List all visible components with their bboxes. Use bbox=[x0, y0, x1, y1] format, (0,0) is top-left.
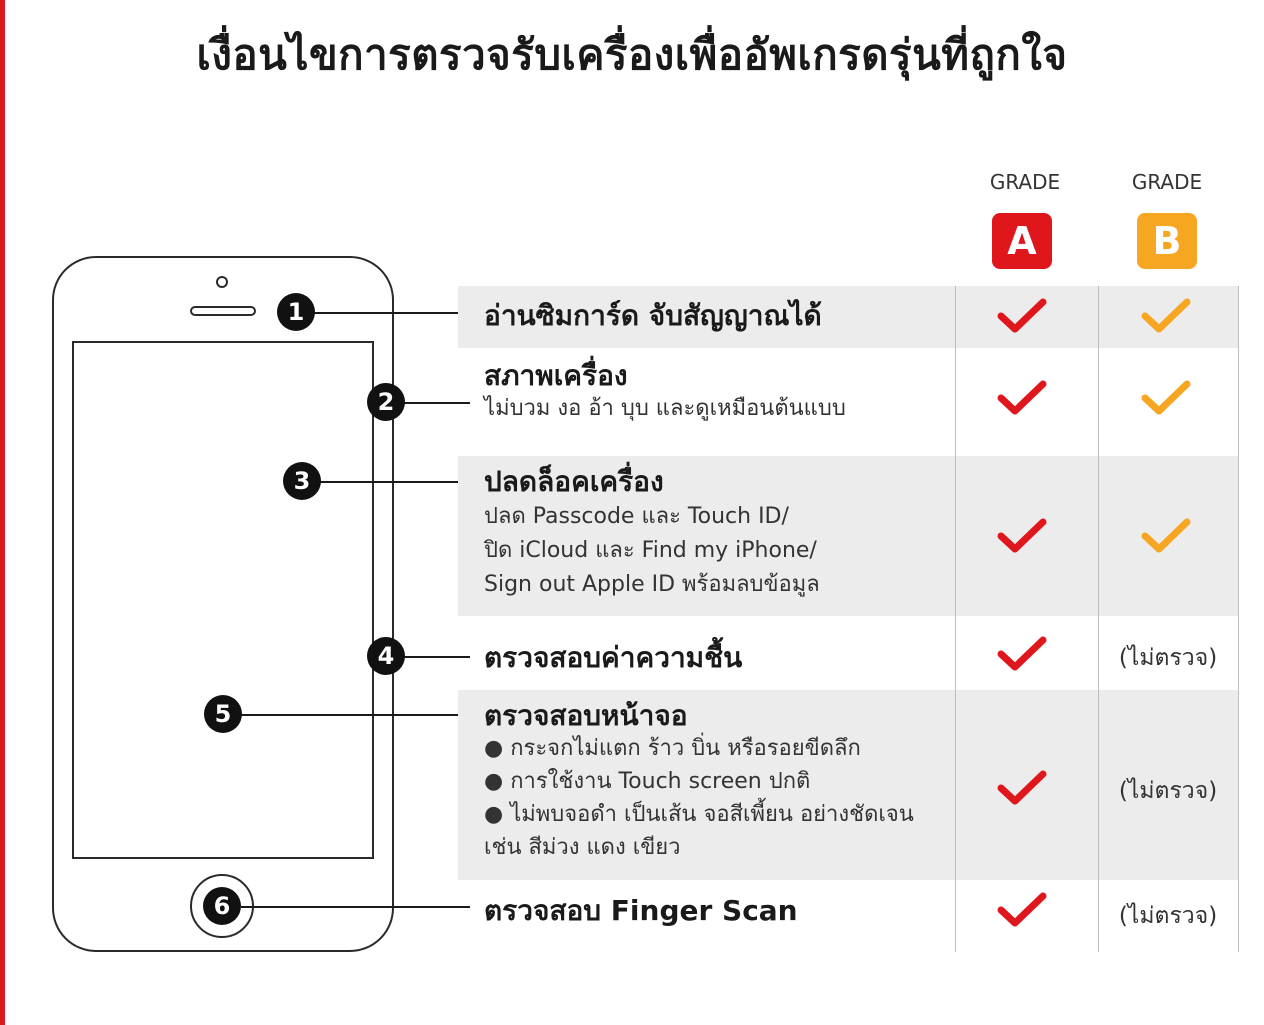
row-6-title: ตรวจสอบ Finger Scan bbox=[484, 894, 798, 927]
page-title: เงื่อนไขการตรวจรับเครื่องเพื่ออัพเกรดรุ่นที่ถูกใจ bbox=[196, 30, 1068, 79]
row-5-desc-line-4: เช่น สีม่วง แดง เขียว bbox=[484, 835, 681, 860]
row-1-grade-b-check-icon bbox=[1141, 296, 1191, 336]
row-3-desc-line-2: ปิด iCloud และ Find my iPhone/ bbox=[484, 538, 817, 563]
callout-badge-3: 3 bbox=[283, 462, 321, 500]
row-1-title: อ่านซิมการ์ด จับสัญญาณได้ bbox=[484, 299, 822, 332]
callout-badge-5: 5 bbox=[204, 695, 242, 733]
grade-b-header: GRADE bbox=[1131, 170, 1203, 194]
camera-icon bbox=[216, 276, 228, 288]
row-4-title: ตรวจสอบค่าความชื้น bbox=[484, 641, 743, 674]
leader-line-5 bbox=[241, 714, 470, 716]
row-5-desc-line-2: ● การใช้งาน Touch screen ปกติ bbox=[484, 769, 811, 794]
callout-badge-2: 2 bbox=[367, 383, 405, 421]
column-divider-b bbox=[1098, 286, 1099, 952]
leader-line-3 bbox=[320, 481, 470, 483]
row-5-desc-line-3: ● ไม่พบจอดำ เป็นเส้น จอสีเพี้ยน อย่างชัดเจน bbox=[484, 802, 914, 827]
row-2-desc-line-1: ไม่บวม งอ อ้า บุบ และดูเหมือนต้นแบบ bbox=[484, 396, 846, 421]
row-3-desc-line-3: Sign out Apple ID พร้อมลบข้อมูล bbox=[484, 572, 820, 597]
row-6-grade-a-check-icon bbox=[997, 890, 1047, 930]
callout-badge-4: 4 bbox=[367, 637, 405, 675]
row-2-grade-a-check-icon bbox=[997, 378, 1047, 418]
leader-line-2 bbox=[404, 402, 470, 404]
grade-b-badge: B bbox=[1137, 213, 1197, 269]
row-4-grade-a-check-icon bbox=[997, 634, 1047, 674]
row-5-grade-b-label: (ไม่ตรวจ) bbox=[1118, 778, 1218, 804]
leader-line-6 bbox=[241, 906, 470, 908]
callout-badge-6: 6 bbox=[203, 887, 241, 925]
leader-line-4 bbox=[404, 656, 470, 658]
speaker-icon bbox=[190, 306, 256, 316]
grade-a-badge: A bbox=[992, 213, 1052, 269]
row-3-title: ปลดล็อคเครื่อง bbox=[484, 465, 664, 498]
row-5-desc-line-1: ● กระจกไม่แตก ร้าว บิ่น หรือรอยขีดลึก bbox=[484, 736, 861, 761]
row-2-grade-b-check-icon bbox=[1141, 378, 1191, 418]
callout-badge-1: 1 bbox=[277, 293, 315, 331]
left-red-edge bbox=[0, 0, 5, 1025]
phone-screen bbox=[72, 341, 374, 859]
row-3-desc-line-1: ปลด Passcode และ Touch ID/ bbox=[484, 504, 789, 529]
row-5-title: ตรวจสอบหน้าจอ bbox=[484, 699, 688, 732]
row-2-title: สภาพเครื่อง bbox=[484, 359, 628, 392]
column-divider-a bbox=[955, 286, 956, 952]
row-4-grade-b-label: (ไม่ตรวจ) bbox=[1118, 645, 1218, 671]
row-3-grade-a-check-icon bbox=[997, 516, 1047, 556]
row-5-grade-a-check-icon bbox=[997, 768, 1047, 808]
leader-line-1 bbox=[314, 312, 470, 314]
column-divider-end bbox=[1238, 286, 1239, 952]
row-1-grade-a-check-icon bbox=[997, 296, 1047, 336]
row-3-grade-b-check-icon bbox=[1141, 516, 1191, 556]
row-6-grade-b-label: (ไม่ตรวจ) bbox=[1118, 903, 1218, 929]
grade-a-header: GRADE bbox=[989, 170, 1061, 194]
